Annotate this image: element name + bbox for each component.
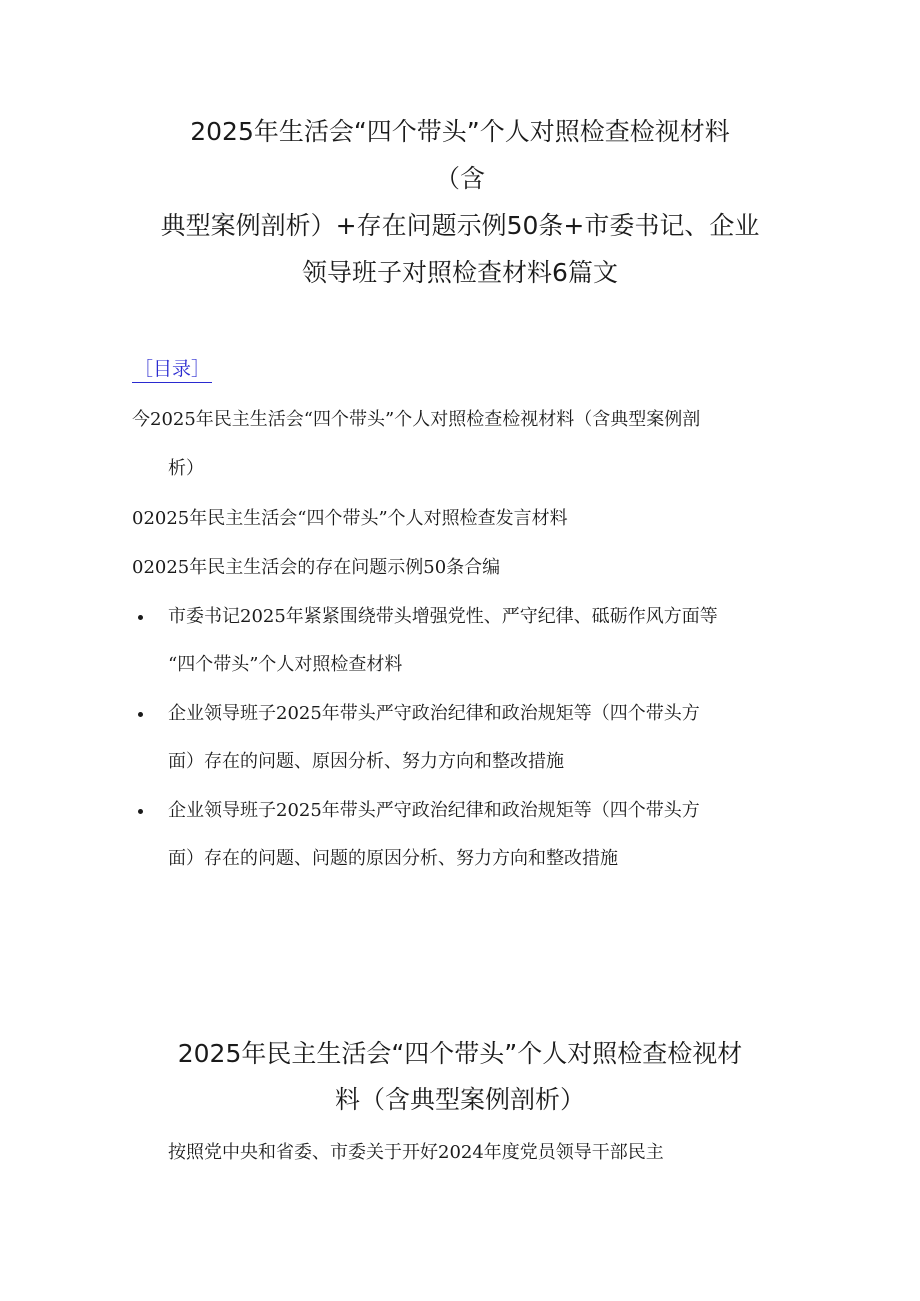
toc-item-6[interactable]: 企业领导班子2025年带头严守政治纪律和政治规矩等（四个带头方 — [168, 800, 700, 821]
title-line-3: 典型案例剖析）+存在问题示例50条+市委书记、企业 — [160, 211, 760, 240]
toc-item-4-cont[interactable]: “四个带头”个人对照检查材料 — [168, 654, 403, 675]
toc-item-6-cont[interactable]: 面）存在的问题、问题的原因分析、努力方向和整改措施 — [168, 848, 618, 869]
toc-item-4[interactable]: 市委书记2025年紧紧围绕带头增强党性、严守纪律、砥砺作风方面等 — [168, 606, 718, 627]
section-heading-line-1: 2025年民主生活会“四个带头”个人对照检查检视材 — [177, 1039, 743, 1068]
document-title — [120, 108, 800, 296]
bullet-icon — [136, 796, 144, 826]
toc-item-3[interactable]: 02025年民主生活会的存在问题示例50条合编 — [132, 557, 501, 578]
body-paragraph: 按照党中央和省委、市委关于开好2024年度党员领导干部民主 — [168, 1142, 664, 1163]
toc-item-5-cont[interactable]: 面）存在的问题、原因分析、努力方向和整改措施 — [168, 751, 564, 772]
section-heading — [110, 1031, 810, 1123]
toc-item-1-cont[interactable]: 析） — [168, 458, 204, 479]
title-line-1: 2025年生活会“四个带头”个人对照检查检视材料 — [190, 117, 730, 146]
bullet-icon — [136, 602, 144, 632]
toc-link[interactable]: ［目录］ — [132, 356, 212, 383]
toc-item-2[interactable]: 02025年民主生活会“四个带头”个人对照检查发言材料 — [132, 508, 568, 529]
toc-item-5[interactable]: 企业领导班子2025年带头严守政治纪律和政治规矩等（四个带头方 — [168, 703, 700, 724]
title-line-4: 领导班子对照检查材料6篇文 — [302, 258, 618, 287]
title-line-2: （含 — [434, 164, 485, 193]
toc-item-1[interactable]: 今2025年民主生活会“四个带头”个人对照检查检视材料（含典型案例剖 — [132, 409, 701, 430]
bullet-icon — [136, 699, 144, 729]
section-heading-line-2: 料（含典型案例剖析） — [334, 1085, 585, 1114]
